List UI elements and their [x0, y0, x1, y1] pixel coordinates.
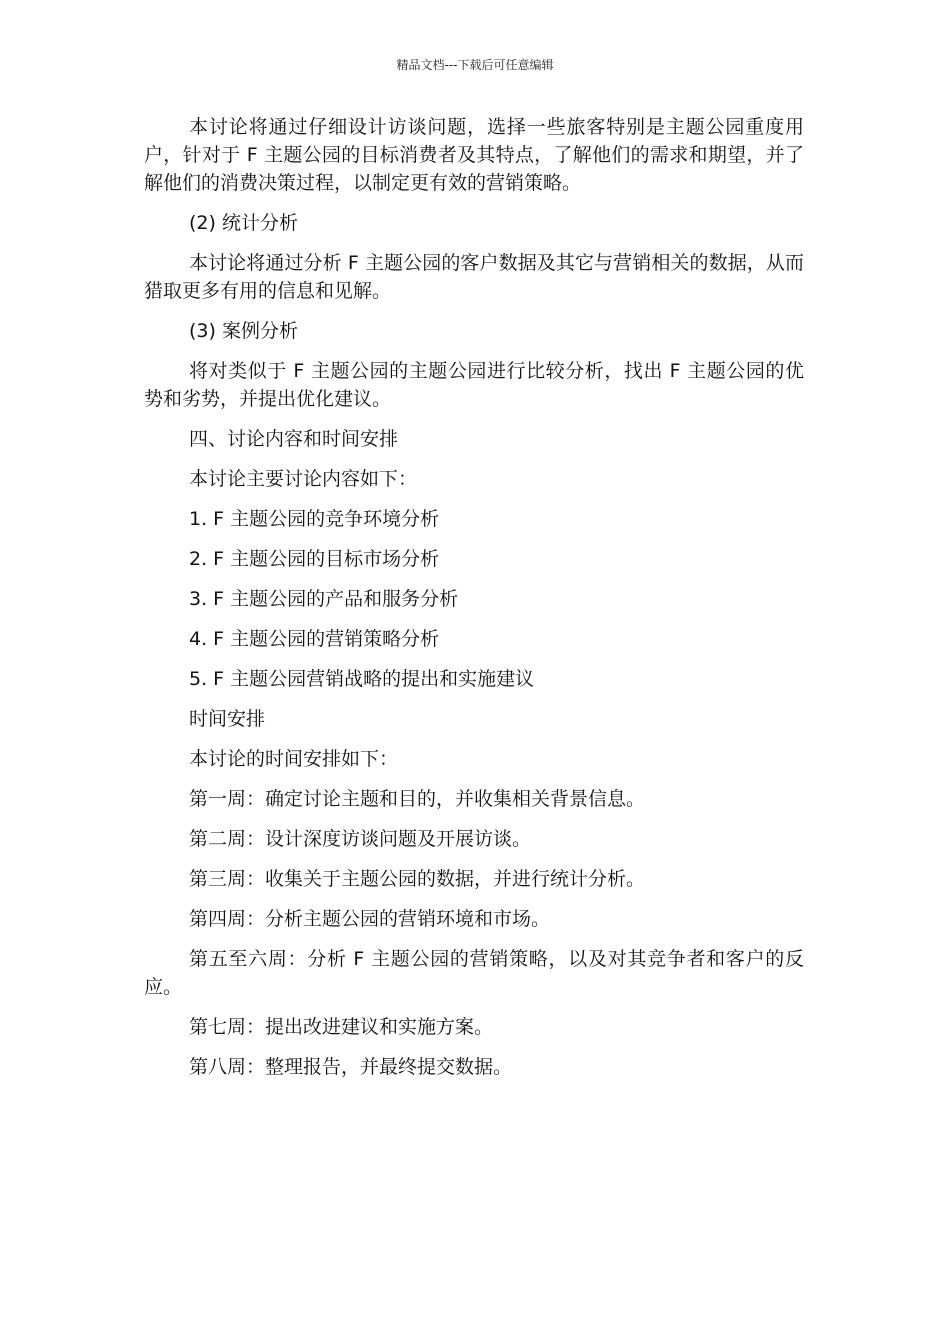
schedule-week-1: 第一周：确定讨论主题和目的，并收集相关背景信息。 — [189, 788, 646, 810]
schedule-week-8: 第八周：整理报告，并最终提交数据。 — [189, 1056, 513, 1078]
list-item-4: 4. F 主题公园的营销策略分析 — [189, 628, 440, 650]
paragraph-interview-method: 本讨论将通过仔细设计访谈问题，选择一些旅客特别是主题公园重度用户，针对于 F 主题公园的目标消费者及其特点，了解他们的需求和期望，并了解他们的消费决策过程，以制定更有效的营销策略。 — [144, 116, 804, 194]
paragraph-schedule-intro: 本讨论的时间安排如下： — [189, 748, 399, 770]
document-body — [144, 113, 804, 1093]
schedule-week-2: 第二周：设计深度访谈问题及开展访谈。 — [189, 828, 532, 850]
list-item-1: 1. F 主题公园的竞争环境分析 — [189, 508, 440, 530]
schedule-week-3: 第三周：收集关于主题公园的数据，并进行统计分析。 — [189, 868, 646, 890]
paragraph-statistical-analysis: 本讨论将通过分析 F 主题公园的客户数据及其它与营销相关的数据，从而猎取更多有用的信息和见解。 — [144, 252, 804, 302]
schedule-week-4: 第四周：分析主题公园的营销环境和市场。 — [189, 908, 551, 930]
list-item-5: 5. F 主题公园营销战略的提出和实施建议 — [189, 668, 535, 690]
schedule-week-5-6: 第五至六周：分析 F 主题公园的营销策略，以及对其竞争者和客户的反应。 — [144, 948, 804, 998]
paragraph-case-analysis: 将对类似于 F 主题公园的主题公园进行比较分析，找出 F 主题公园的优势和劣势，并提出优化建议。 — [144, 360, 804, 410]
list-item-3: 3. F 主题公园的产品和服务分析 — [189, 588, 459, 610]
list-item-2: 2. F 主题公园的目标市场分析 — [189, 548, 440, 570]
heading-schedule: 时间安排 — [189, 708, 266, 730]
heading-statistical-analysis: (2) 统计分析 — [189, 212, 298, 234]
paragraph-content-intro: 本讨论主要讨论内容如下： — [189, 468, 418, 490]
section-heading-content-schedule: 四、讨论内容和时间安排 — [189, 428, 399, 450]
schedule-week-7: 第七周：提出改进建议和实施方案。 — [189, 1016, 494, 1038]
page-header: 精品文档---下载后可任意编辑 — [396, 58, 554, 72]
heading-case-analysis: (3) 案例分析 — [189, 320, 298, 342]
